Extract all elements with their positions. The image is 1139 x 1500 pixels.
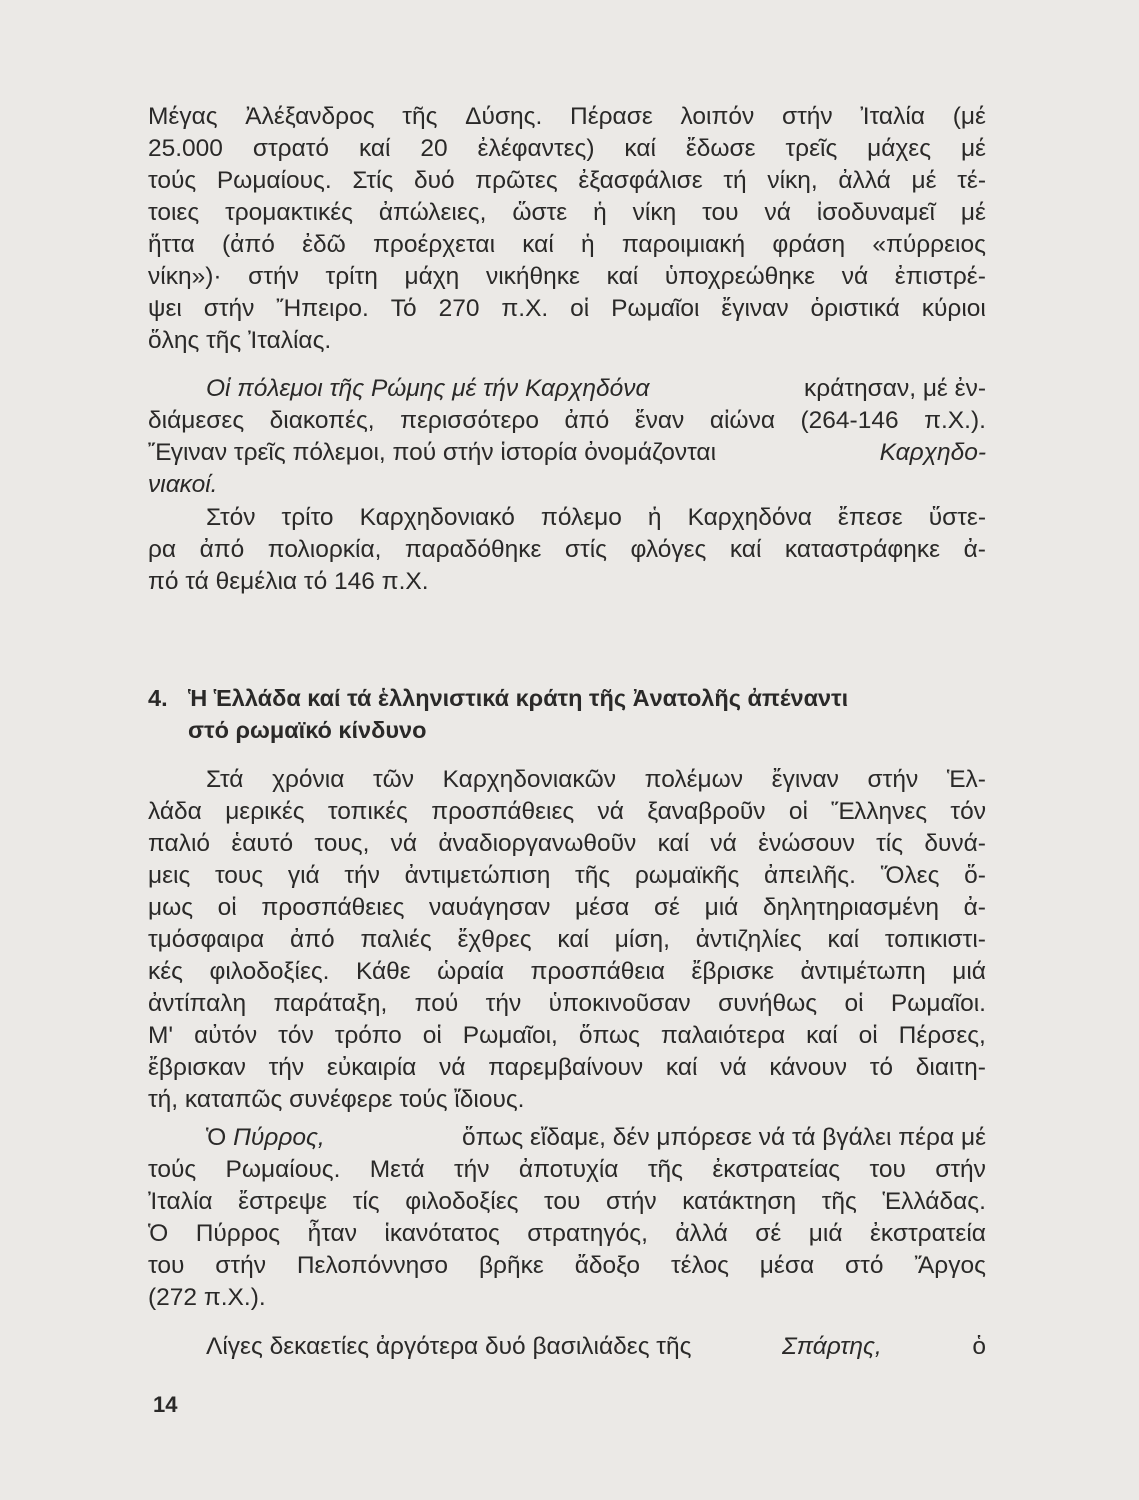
word: στρατηγός, xyxy=(527,1220,648,1247)
word: ἀπό xyxy=(564,407,610,434)
word: σέ xyxy=(653,894,680,921)
text-line xyxy=(148,988,986,1020)
word: Δύσης. xyxy=(465,103,543,130)
text-line xyxy=(148,293,986,325)
text-fragment-article: Ὁ xyxy=(206,1124,227,1151)
word: ἀπειλῆς. xyxy=(763,862,856,889)
word: Πύρρος xyxy=(195,1220,281,1247)
word: καί xyxy=(606,263,639,290)
word: ἔβρισκε xyxy=(691,958,775,985)
word: Μ' xyxy=(148,1022,174,1049)
text-line xyxy=(148,373,986,405)
paragraph-pyrrhus-greece xyxy=(148,1122,986,1314)
word: ὑποκινοῦσαν xyxy=(548,990,691,1017)
word: Κάθε xyxy=(355,958,411,985)
word: οἱ xyxy=(788,798,808,825)
word: οἱ xyxy=(844,990,864,1017)
word: κάνουν xyxy=(769,1054,847,1081)
word: στήν xyxy=(935,1156,986,1183)
word: συνήθως xyxy=(718,990,818,1017)
word: μεις xyxy=(148,862,191,889)
word: Τό xyxy=(390,295,417,322)
word: καί xyxy=(827,926,860,953)
word: ἔστρεψε xyxy=(238,1188,328,1215)
word: Καρχηδόνα xyxy=(687,504,812,531)
text-fragment: ὅπως εἴδαμε, δέν μπόρεσε νά τά βγάλει πέρα μέ xyxy=(462,1124,986,1151)
word: τρεῖς xyxy=(785,135,838,162)
word: Μετά xyxy=(369,1156,425,1183)
word: ἀπό xyxy=(199,536,245,563)
paragraph-carthage-destruction xyxy=(148,502,986,598)
emphasis-sparta: Σπάρτης, xyxy=(782,1333,882,1360)
section-title-line1: Ἡ Ἑλλάδα καί τά ἑλληνιστικά κράτη τῆς Ἀνατολῆς ἀπέναντι xyxy=(188,685,849,711)
text-line xyxy=(148,1331,986,1363)
word: νά xyxy=(764,199,791,226)
section-number: 4. xyxy=(148,685,168,711)
word: ἀπό xyxy=(289,926,335,953)
word: τμόσφαιρα xyxy=(148,926,265,953)
text-line xyxy=(148,502,986,534)
word: ἔγιναν xyxy=(771,766,839,793)
word: ἔβρισκαν xyxy=(148,1054,246,1081)
word: παλιές xyxy=(360,926,432,953)
word: τήν xyxy=(485,990,522,1017)
text-line xyxy=(148,860,986,892)
word: ἀντίπαλη xyxy=(148,990,247,1017)
word: δυνά- xyxy=(924,830,986,857)
word: (μέ xyxy=(952,103,986,130)
word: ὕστε- xyxy=(928,504,986,531)
word: ἡ xyxy=(647,504,662,531)
word: τέ- xyxy=(957,167,986,194)
text-line xyxy=(148,1186,986,1218)
word: στρατό xyxy=(252,135,330,162)
text-line xyxy=(148,197,986,229)
word: πρῶτες xyxy=(475,167,558,194)
text-line xyxy=(148,469,986,501)
text-line xyxy=(148,1250,986,1282)
word: νά xyxy=(720,1054,747,1081)
word: ἐπιστρέ- xyxy=(894,263,986,290)
word: τρίτο xyxy=(281,504,334,531)
word: διαιτη- xyxy=(915,1054,986,1081)
word: τίς xyxy=(876,830,904,857)
word: στήν xyxy=(605,1188,657,1215)
word: τόν xyxy=(278,1022,314,1049)
word: νίκη»)· xyxy=(148,263,222,290)
word: ἀντιμετώπιση xyxy=(404,862,551,889)
word: διάμεσες xyxy=(148,407,245,434)
text-line xyxy=(148,437,986,469)
text-line: (272 π.Χ.). xyxy=(148,1284,266,1311)
word: ὡραία xyxy=(437,958,505,985)
word: Ἤπειρο. xyxy=(276,295,369,322)
word: κύριοι xyxy=(921,295,986,322)
word: στήν xyxy=(781,103,833,130)
word: Ἑλ- xyxy=(946,766,986,793)
word: Ρωμαῖοι, xyxy=(462,1022,558,1049)
word: ἔγιναν xyxy=(721,295,789,322)
word: ἡ xyxy=(581,231,595,258)
text-line xyxy=(148,1020,986,1052)
word: ἑνώσουν xyxy=(758,830,855,857)
word: τῆς xyxy=(821,1188,857,1215)
word: προσπάθειες xyxy=(431,798,575,825)
word: οἱ xyxy=(858,1022,878,1049)
word: ἐλέφαντες) xyxy=(477,135,595,162)
section-heading xyxy=(148,682,988,746)
word: στήν xyxy=(248,263,299,290)
word: ἀποτυχία xyxy=(518,1156,619,1183)
word: (ἀπό xyxy=(222,231,275,258)
word: τῆς xyxy=(575,862,611,889)
word: ἐκστρατείας xyxy=(712,1156,841,1183)
word: Μέγας xyxy=(148,103,218,130)
word: νά xyxy=(439,1054,466,1081)
heading-line xyxy=(148,682,988,714)
word: ἡ xyxy=(593,199,607,226)
word: καί xyxy=(522,231,554,258)
word: οἱ xyxy=(422,1022,442,1049)
word: παρεμβαίνουν xyxy=(488,1054,644,1081)
word: παλαιότερα xyxy=(660,1022,786,1049)
word: ἀντιζηλίες xyxy=(695,926,802,953)
word: μέ xyxy=(960,135,986,162)
word: Στά xyxy=(206,766,244,793)
text-fragment: Λίγες δεκαετίες ἀργότερα δυό βασιλιάδες τῆς xyxy=(206,1333,692,1360)
word: ὥστε xyxy=(512,199,568,226)
word: νά xyxy=(841,263,869,290)
word: ἦταν xyxy=(307,1220,357,1247)
text-line: τή, καταπῶς συνέφερε τούς ἴδιους. xyxy=(148,1086,525,1113)
word: τήν xyxy=(453,1156,490,1183)
text-line xyxy=(148,924,986,956)
text-line xyxy=(148,1052,986,1084)
word: ὑποχρεώθηκε xyxy=(664,263,816,290)
word: νίκη, xyxy=(767,167,818,194)
text-line xyxy=(148,1218,986,1250)
word: μέσα xyxy=(575,894,630,921)
word: ρα xyxy=(148,536,177,563)
word: 270 xyxy=(438,295,480,322)
word: τή xyxy=(723,167,747,194)
word: μέ xyxy=(911,167,937,194)
text-line xyxy=(148,892,986,924)
word: πόλεμο xyxy=(540,504,622,531)
word: Ἰταλία xyxy=(148,1188,213,1215)
word: κατάκτηση xyxy=(682,1188,797,1215)
word: ἐξασφάλισε xyxy=(578,167,703,194)
word: ἥττα xyxy=(148,231,195,258)
word: τό xyxy=(869,1054,894,1081)
word: ἄδοξο xyxy=(574,1252,641,1279)
word: ὅπως xyxy=(578,1022,640,1049)
word: δηλητηριασμένη xyxy=(762,894,939,921)
word: παράταξη, xyxy=(273,990,388,1017)
text-line xyxy=(148,764,986,796)
word: ἔπεσε xyxy=(837,504,903,531)
word: τήν xyxy=(268,1054,305,1081)
word: μίση, xyxy=(614,926,670,953)
text-line xyxy=(148,828,986,860)
word: χρόνια xyxy=(272,766,345,793)
word: τρίτη xyxy=(325,263,378,290)
word: Ἑλλάδας. xyxy=(882,1188,986,1215)
word: Καρχηδονιακῶν xyxy=(442,766,617,793)
word: τῶν xyxy=(372,766,415,793)
word: 20 xyxy=(420,135,448,162)
text-line xyxy=(148,796,986,828)
word: τοπικιστι- xyxy=(884,926,986,953)
word: καί xyxy=(665,1054,698,1081)
word: στήν xyxy=(867,766,919,793)
word: στό xyxy=(845,1252,884,1279)
word: τῆς xyxy=(402,103,438,130)
word: μάχες xyxy=(867,135,932,162)
word: φιλοδοξίες xyxy=(405,1188,519,1215)
word: Ἀλέξανδρος xyxy=(245,103,375,130)
paragraph-greek-attempts xyxy=(148,764,986,1116)
word: στήν xyxy=(203,295,255,322)
word: τρομακτικές xyxy=(225,199,353,226)
word: ρωμαϊκῆς xyxy=(634,862,740,889)
word: μάχη xyxy=(404,263,460,290)
word: ἰσοδυναμεῖ xyxy=(816,199,935,226)
word: Στίς xyxy=(352,167,394,194)
word: Ρωμαίους. xyxy=(216,167,332,194)
word: νά xyxy=(710,830,737,857)
word: προσπάθεια xyxy=(530,958,665,985)
word: τίς xyxy=(352,1188,380,1215)
word: μιά xyxy=(808,1220,843,1247)
word: μερικές xyxy=(225,798,305,825)
word: φράση xyxy=(772,231,846,258)
text-line xyxy=(148,534,986,566)
word: ναυάγησαν xyxy=(429,894,551,921)
word: καταστράφηκε xyxy=(784,536,941,563)
word: τῆς xyxy=(647,1156,683,1183)
word: παραδόθηκε xyxy=(404,536,542,563)
text-line xyxy=(148,1122,986,1154)
word: μιά xyxy=(952,958,986,985)
word: ἀ- xyxy=(963,536,986,563)
word: ξαναβροῦν xyxy=(647,798,766,825)
text-line: πό τά θεμέλια τό 146 π.Χ. xyxy=(148,568,429,595)
word: καί xyxy=(358,135,391,162)
word: Πελοπόννησο xyxy=(296,1252,449,1279)
word: μως xyxy=(148,894,194,921)
word: πού xyxy=(414,990,459,1017)
word: πολιορκία, xyxy=(267,536,382,563)
word: παλιό xyxy=(148,830,211,857)
word: τούς xyxy=(148,1156,197,1183)
word: του xyxy=(148,1252,185,1279)
word: π.Χ.). xyxy=(924,407,986,434)
page-number: 14 xyxy=(153,1392,178,1417)
word: του xyxy=(702,199,739,226)
word: λάδα xyxy=(148,798,202,825)
word: τοιες xyxy=(148,199,200,226)
word: καί xyxy=(729,536,762,563)
word: νά xyxy=(390,830,418,857)
emphasis-pyrrhus: Πύρρος, xyxy=(233,1124,325,1151)
word: φιλοδοξίες. xyxy=(209,958,330,985)
word: του xyxy=(544,1188,581,1215)
text-line xyxy=(148,956,986,988)
text-line xyxy=(148,261,986,293)
text-line xyxy=(148,405,986,437)
text-fragment: κράτησαν, μέ ἐν- xyxy=(804,375,986,402)
word: ἱκανότατος xyxy=(384,1220,500,1247)
word: αἰώνα xyxy=(709,407,775,434)
word: Ὁ xyxy=(148,1220,169,1247)
word: τους, xyxy=(314,830,370,857)
word: ἀλλά xyxy=(675,1220,728,1247)
word: τήν xyxy=(344,862,380,889)
word: Ὅλες xyxy=(880,862,940,889)
word: Ρωμαῖοι. xyxy=(890,990,986,1017)
word: «πύρρειος xyxy=(872,231,986,258)
word: προέρχεται xyxy=(372,231,496,258)
word: Ἰταλία xyxy=(860,103,925,130)
word: 25.000 xyxy=(148,135,223,162)
text-line xyxy=(148,1154,986,1186)
text-line xyxy=(148,133,986,165)
word: Πέρσες, xyxy=(898,1022,986,1049)
word: κές xyxy=(148,958,183,985)
word: πολέμων xyxy=(644,766,744,793)
word: καί xyxy=(624,135,656,162)
emphasis-punic: Καρχηδο- xyxy=(879,439,986,466)
word: οἱ xyxy=(217,894,237,921)
word: μέσα xyxy=(759,1252,815,1279)
word: ἀ- xyxy=(963,894,986,921)
word: (264-146 xyxy=(800,407,899,434)
word: τέλος xyxy=(670,1252,729,1279)
word: ἐδῶ xyxy=(302,231,346,258)
word: εὐκαιρία xyxy=(326,1054,417,1081)
section-title-line2: στό ρωμαϊκό κίνδυνο xyxy=(188,717,427,743)
word: Ἕλληνες xyxy=(831,798,928,825)
word: ἀλλά xyxy=(838,167,891,194)
word: π.Χ. xyxy=(501,295,549,322)
word: προσπάθειες xyxy=(261,894,405,921)
word: Ρωμαῖοι xyxy=(611,295,700,322)
word: Ἄργος xyxy=(914,1252,986,1279)
word: ψει xyxy=(148,295,182,322)
word: ὁριστικά xyxy=(810,295,900,322)
word: ἕναν xyxy=(634,407,685,434)
word: του xyxy=(869,1156,906,1183)
word: παροιμιακή xyxy=(621,231,746,258)
text-fragment: Ἔγιναν τρεῖς πόλεμοι, πού στήν ἱστορία ὀνομάζονται xyxy=(148,439,717,466)
emphasis-wars-with-carthage: Οἱ πόλεμοι τῆς Ρώμης μέ τήν Καρχηδόνα xyxy=(206,375,650,402)
text-fragment: ὁ xyxy=(972,1333,986,1360)
word: ἀναδιοργανωθοῦν xyxy=(438,830,637,857)
text-line xyxy=(148,229,986,261)
word: στίς xyxy=(564,536,607,563)
word: βρῆκε xyxy=(478,1252,544,1279)
word: περισσότερο xyxy=(400,407,539,434)
word: λοιπόν xyxy=(680,103,755,130)
word: σέ xyxy=(755,1220,782,1247)
text-fragment xyxy=(206,1122,325,1154)
word: μιά xyxy=(704,894,739,921)
word: ἔδωσε xyxy=(685,135,756,162)
text-line xyxy=(148,165,986,197)
word: αὐτόν xyxy=(194,1022,258,1049)
word: στήν xyxy=(215,1252,266,1279)
word: φλόγες xyxy=(630,536,707,563)
paragraph-sparta-kings xyxy=(148,1331,986,1363)
word: Καρχηδονιακό xyxy=(359,504,515,531)
word: νικήθηκε xyxy=(485,263,580,290)
word: μέ xyxy=(960,199,986,226)
word: διακοπές, xyxy=(269,407,375,434)
word: νά xyxy=(597,798,624,825)
word: ἑαυτό xyxy=(231,830,294,857)
word: νίκη xyxy=(632,199,677,226)
word: οἱ xyxy=(570,295,590,322)
word: ἐκστρατεία xyxy=(869,1220,986,1247)
word: ὅ- xyxy=(964,862,986,889)
word: ἔχθρες xyxy=(457,926,532,953)
word: τους xyxy=(214,862,264,889)
paragraph-punic-wars xyxy=(148,373,986,501)
word: Ρωμαίους. xyxy=(225,1156,341,1183)
word: καί xyxy=(806,1022,838,1049)
word: ἀντιμέτωπη xyxy=(800,958,926,985)
word: Πέρασε xyxy=(570,103,653,130)
emphasis-punic-end: νιακοί. xyxy=(148,471,218,498)
word: τρόπο xyxy=(334,1022,402,1049)
word: Στόν xyxy=(206,504,256,531)
word: ἀπώλειες, xyxy=(378,199,487,226)
word: τούς xyxy=(148,167,197,194)
text-line: ὅλης τῆς Ἰταλίας. xyxy=(148,327,332,354)
word: καί xyxy=(657,830,690,857)
text-line xyxy=(148,101,986,133)
paragraph-pyrrhus-italy xyxy=(148,101,986,357)
word: γιά xyxy=(287,862,320,889)
word: δυό xyxy=(413,167,455,194)
word: καί xyxy=(557,926,589,953)
word: τόν xyxy=(950,798,986,825)
word: τοπικές xyxy=(327,798,408,825)
